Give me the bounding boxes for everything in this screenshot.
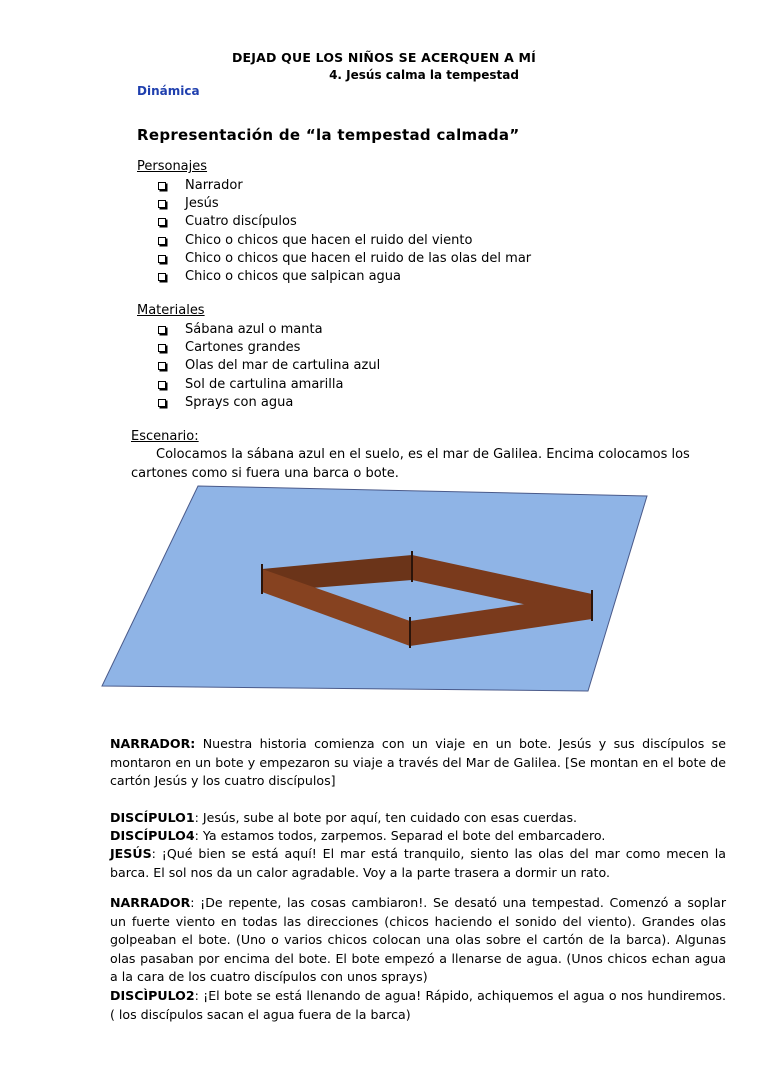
checkbox-bullet-icon [158, 182, 166, 190]
representation-title: Representación de “la tempestad calmada” [137, 126, 520, 144]
list-item: Cartones grandes [158, 339, 380, 357]
personajes-label: Personajes [137, 159, 208, 174]
list-item: Chico o chicos que hacen el ruido de las olas del mar [158, 250, 531, 268]
escenario-label: Escenario: [131, 429, 199, 444]
checkbox-bullet-icon [158, 200, 166, 208]
script-paragraph: JESÚS: ¡Qué bien se está aquí! El mar está tranquilo, siento las olas del mar como mecen la barca. El sol nos da un calor agradable. Voy a la parte trasera a dormir un rato. [110, 846, 726, 880]
materiales-label: Materiales [137, 303, 205, 318]
script-paragraph: NARRADOR: ¡De repente, las cosas cambiaron!. Se desató una tempestad. Comenzó a soplar un fuerte viento en todas las direcciones (chicos haciendo el sonido del viento). Grandes olas golpeaban el bote. (Uno o varios chicos colocan una olas sobre el cartón de la barca). Algunas olas pasaban por encima del bote. El bote empezó a llenarse de agua. (Unos chicos echan agua a la cara de los cuatro discípulos con unos sprays) [110, 895, 726, 985]
escenario-text: Colocamos la sábana azul en el suelo, es el mar de Galilea. Encima colocamos los cartones como si fuera una barca o bote. [131, 447, 690, 481]
script-paragraph: DISCÍPULO4: Ya estamos todos, zarpemos. Separad el bote del embarcadero. [110, 828, 606, 843]
list-item: Jesús [158, 195, 531, 213]
list-item: Sprays con agua [158, 394, 380, 412]
list-item: Cuatro discípulos [158, 213, 531, 231]
personajes-list [158, 177, 531, 286]
list-item: Narrador [158, 177, 531, 195]
document-subtitle: 4. Jesús calma la tempestad [329, 68, 519, 82]
script-paragraph: DISCÍPULO1: Jesús, sube al bote por aquí, ten cuidado con esas cuerdas. [110, 810, 578, 825]
materiales-list [158, 321, 380, 412]
list-item: Sábana azul o manta [158, 321, 380, 339]
checkbox-bullet-icon [158, 273, 166, 281]
list-item: Chico o chicos que salpican agua [158, 268, 531, 286]
checkbox-bullet-icon [158, 326, 166, 334]
script-paragraph: DISCÌPULO2: ¡El bote se está llenando de agua! Rápido, achiquemos el agua o nos hundiremos. ( los discípulos sacan el agua fuera de la barca) [110, 988, 726, 1022]
script-paragraph: NARRADOR: Nuestra historia comienza con un viaje en un bote. Jesús y sus discípulos se montaron en un bote y empezaron su viaje a través del Mar de Galilea. [Se montan en el bote de cartón Jesús y los cuatro discípulos] [110, 736, 726, 789]
document-title: DEJAD QUE LOS NIÑOS SE ACERQUEN A MÍ [231, 50, 537, 65]
checkbox-bullet-icon [158, 237, 166, 245]
checkbox-bullet-icon [158, 344, 166, 352]
checkbox-bullet-icon [158, 381, 166, 389]
list-item: Sol de cartulina amarilla [158, 376, 380, 394]
list-item: Olas del mar de cartulina azul [158, 357, 380, 375]
list-item: Chico o chicos que hacen el ruido del viento [158, 232, 531, 250]
boat-diagram [100, 484, 648, 694]
section-label: Dinámica [137, 84, 200, 98]
checkbox-bullet-icon [158, 362, 166, 370]
checkbox-bullet-icon [158, 399, 166, 407]
checkbox-bullet-icon [158, 218, 166, 226]
checkbox-bullet-icon [158, 255, 166, 263]
